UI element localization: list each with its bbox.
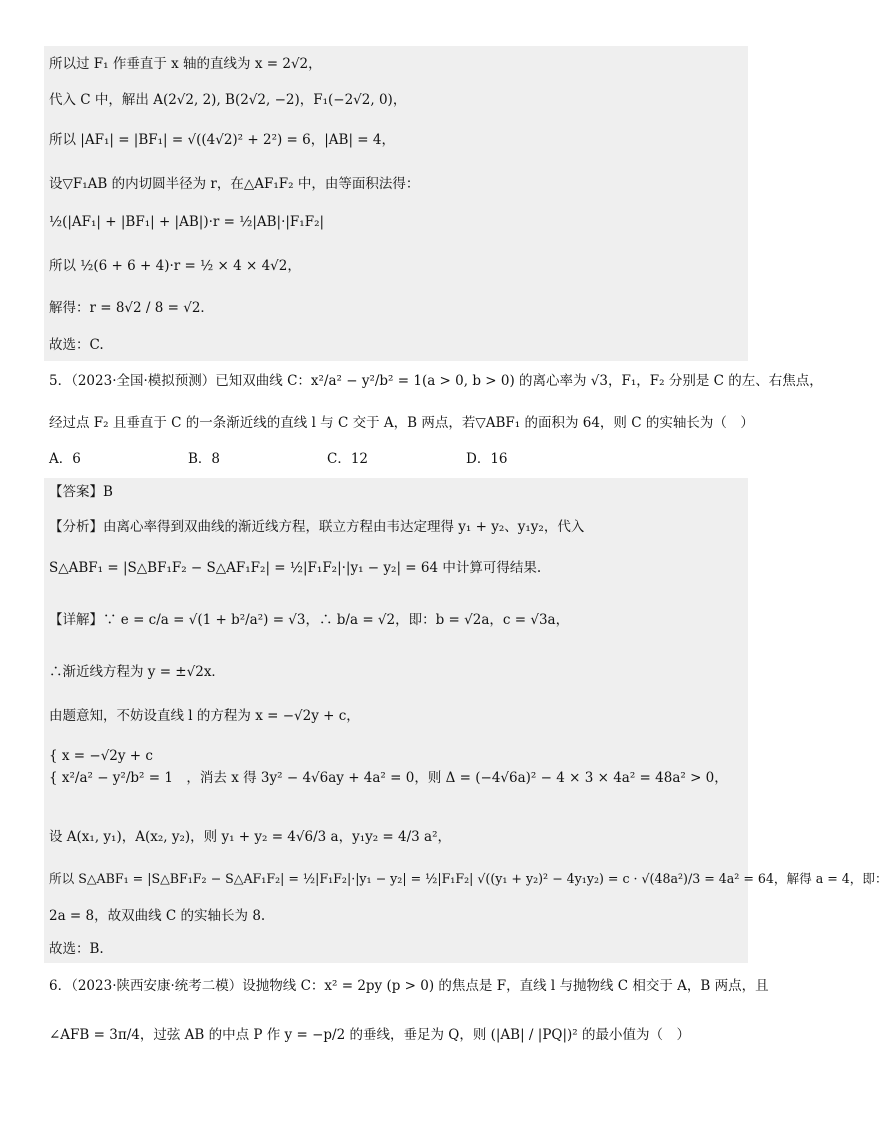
q5-detail-line-1: 【详解】∵ e = c/a = √(1 + b²/a²) = √3，∴ b/a = √2，即：b = √2a，c = √3a， — [49, 612, 570, 628]
q5-detail-line-7: 2a = 8，故双曲线 C 的实轴长为 8. — [49, 908, 266, 924]
prev-solution-line-5: ½(|AF₁| + |BF₁| + |AB|)·r = ½|AB|·|F₁F₂| — [49, 214, 325, 230]
q5-stem-line-2: 经过点 F₂ 且垂直于 C 的一条渐近线的直线 l 与 C 交于 A，B 两点，若▽ABF₁ 的面积为 64，则 C 的实轴长为（ ） — [49, 415, 754, 431]
q5-choice: 故选：B. — [49, 941, 104, 957]
prev-solution-line-7: 解得：r = 8√2 / 8 = √2． — [49, 300, 214, 316]
prev-solution-line-1: 所以过 F₁ 作垂直于 x 轴的直线为 x = 2√2， — [49, 56, 322, 72]
q5-detail-line-3: 由题意知，不妨设直线 l 的方程为 x = −√2y + c， — [49, 708, 360, 724]
q5-detail-system-eq-1: { x = −√2y + c — [49, 748, 153, 764]
q5-option-a: A．6 — [49, 451, 81, 467]
prev-solution-choice: 故选：C. — [49, 337, 104, 353]
prev-solution-line-6: 所以 ½(6 + 6 + 4)·r = ½ × 4 × 4√2， — [49, 258, 301, 274]
q5-option-d: D．16 — [466, 451, 508, 467]
q5-detail-line-2: ∴渐近线方程为 y = ±√2x． — [49, 664, 225, 680]
q5-answer: 【答案】B — [49, 484, 113, 500]
prev-solution-line-4: 设▽F₁AB 的内切圆半径为 r，在△AF₁F₂ 中，由等面积法得： — [49, 176, 420, 192]
prev-solution-line-2: 代入 C 中，解出 A(2√2, 2), B(2√2, −2)，F₁(−2√2, 0)， — [49, 92, 407, 108]
q5-analysis-line-2: S△ABF₁ = |S△BF₁F₂ − S△AF₁F₂| = ½|F₁F₂|·|y₁ − y₂| = 64 中计算可得结果. — [49, 560, 542, 576]
q5-detail-system-eq-2: { x²/a² − y²/b² = 1 ，消去 x 得 3y² − 4√6ay + 4a² = 0，则 Δ = (−4√6a)² − 4 × 3 × 4a² = 48a² > 0， — [49, 770, 728, 786]
q5-option-c: C．12 — [327, 451, 369, 467]
q6-stem-line-2: ∠AFB = 3π/4，过弦 AB 的中点 P 作 y = −p/2 的垂线，垂足为 Q，则 (|AB| / |PQ|)² 的最小值为（ ） — [49, 1027, 690, 1043]
q5-analysis-line-1: 【分析】由离心率得到双曲线的渐近线方程，联立方程由韦达定理得 y₁ + y₂、y₁y₂，代入 — [49, 519, 585, 535]
q5-detail-line-5: 设 A(x₁, y₁)，A(x₂, y₂)，则 y₁ + y₂ = 4√6/3 a，y₁y₂ = 4/3 a²， — [49, 829, 452, 845]
prev-solution-line-3: 所以 |AF₁| = |BF₁| = √((4√2)² + 2²) = 6，|AB| = 4， — [49, 132, 395, 148]
q5-option-b: B．8 — [188, 451, 221, 467]
q5-detail-line-6: 所以 S△ABF₁ = |S△BF₁F₂ − S△AF₁F₂| = ½|F₁F₂|·|y₁ − y₂| = ½|F₁F₂| √((y₁ + y₂)² − 4y₁y₂) = c · √(48a²)/3 = 4a² = 64，解得 a = 4，即： — [49, 871, 888, 886]
q5-stem-line-1: 5．（2023·全国·模拟预测）已知双曲线 C：x²/a² − y²/b² = 1(a > 0, b > 0) 的离心率为 √3，F₁，F₂ 分别是 C 的左、右焦点， — [49, 373, 823, 389]
q6-stem-line-1: 6．（2023·陕西安康·统考二模）设抛物线 C：x² = 2py (p > 0) 的焦点是 F，直线 l 与抛物线 C 相交于 A，B 两点，且 — [49, 978, 769, 994]
q5-options — [49, 451, 605, 468]
